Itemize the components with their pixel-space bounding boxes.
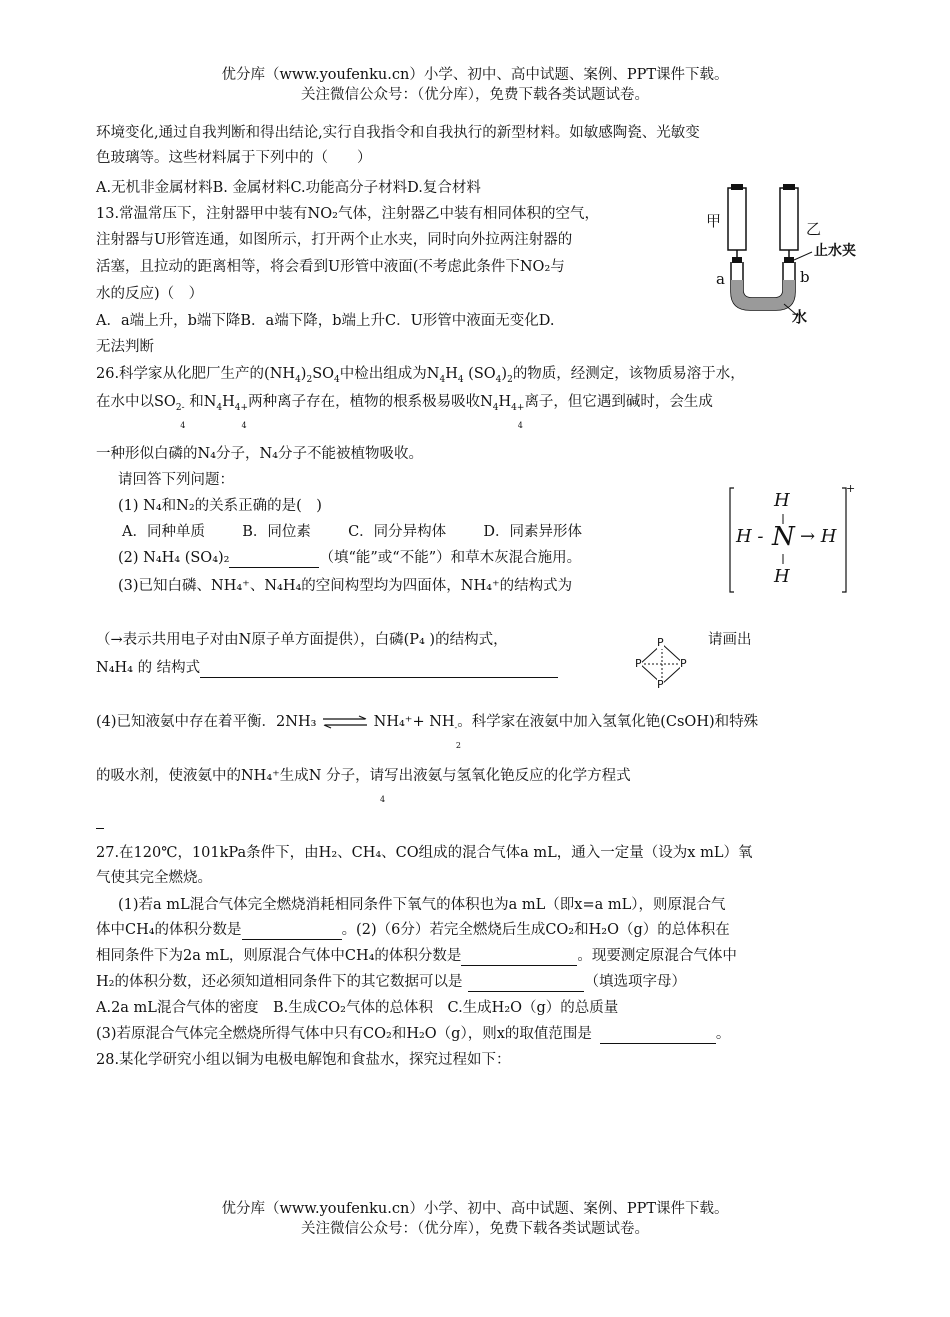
q27-line-8 [96,1024,730,1044]
q27-l4-a: 体中CH₄的体积分数是 [96,922,242,938]
q26-l1-sub: 4 [439,374,446,385]
q26-l2-d: 两种离子存在，植物的根系极易吸收N [248,394,493,410]
q27-l5-b: 。现要测定原混合气体中 [577,948,737,964]
q26-sub3-d: N₄H₄ 的 结构式 [96,660,201,676]
label-b: b [800,268,810,286]
p4-atom-right: P [680,657,687,670]
q13-line-5: A．a端上升，b端下降B．a端下降，b端上升C．U形管中液面无变化D. [96,313,555,329]
clamp-a [732,257,742,263]
answer-blank[interactable] [600,1027,716,1044]
nh4-h-bottom: H [774,566,790,587]
answer-line-short[interactable] [96,828,104,829]
q27-l6-b: （填选项字母） [584,974,686,990]
label-water: 水 [792,308,808,326]
q27-l5-a: 相同条件下为2a mL，则原混合气体中CH₄的体积分数是 [96,948,462,964]
q26-sub3: (3)已知白磷、NH₄⁺、N₄H₄的空间构型均为四面体，NH₄⁺的结构式为 [118,578,573,594]
q13-line-6: 无法判断 [96,339,154,355]
q26-sub4-b: NH₄⁺+ NH [373,714,455,730]
q27-line-4 [96,920,730,940]
clamp-b [784,257,794,263]
answer-blank[interactable] [200,661,558,678]
q27-line-7: A.2a mL混合气体的密度 B.生成CO₂气体的总体积 C.生成H₂O（g）的总质量 [96,1000,619,1016]
nh4-structure [726,484,856,598]
q26-prompt: 请回答下列问题： [118,472,234,488]
q26-l1-h: 的物质，经测定，该物质易溶于水， [512,366,745,382]
syringe-jia [728,188,746,250]
q12-options: A.无机非金属材料B. 金属材料C.功能高分子材料D.复合材料 [96,180,481,196]
q13-line-3: 活塞，且拉动的距离相等，将会看到U形管中液面(不考虑此条件下NO₂与 [96,259,565,275]
q26-l2-b: 和N [189,394,217,410]
equilibrium-arrow-icon [321,715,369,729]
q26-l2-a: 在水中以SO [96,394,176,410]
q26-sub3-draw: 请画出 [708,632,752,648]
q26-sub1: (1) N₄和N₂的关系正确的是( ) [118,498,322,514]
q26-l1-f: (SO [463,366,496,382]
label-jia: 甲 [706,212,722,230]
nh4-n-center: N [772,522,795,552]
q27-l8-a: (3)若原混合气体完全燃烧所得气体中只有CO₂和H₂O（g），则x的取值范围是 [96,1026,592,1042]
q26-sub1-options [122,522,582,542]
q13-line-4: 水的反应)（ ） [96,286,204,302]
label-clamp: 止水夹 [814,243,856,259]
q26-line-3: 一种形似白磷的N₄分子，N₄分子不能被植物吸收。 [96,446,423,462]
q26-l2-f: 离子，但它遇到碱时，会生成 [524,394,713,410]
page-footer-line-2: 关注微信公众号：（优分库），免费下载各类试题试卷。 [301,1221,649,1237]
p4-structure [632,636,692,692]
answer-blank[interactable] [461,949,577,966]
nh4-h-left: H - [736,526,764,547]
q26-l1-g: ) [501,366,508,382]
nh4-charge: + [846,482,856,495]
label-yi: 乙 [806,220,822,238]
q26-sub4 [96,712,759,750]
q26-l2-e: H [498,394,512,410]
q26-sub4-line-2: 的吸水剂，使液氨中的NH₄⁺生成N 分子，请写出液氨与氢氧化铯反应的化学方程式 [96,768,631,784]
u-tube-figure [700,182,870,332]
q26-l2-c: H [222,394,235,410]
q26-l1-sub: 4 [495,374,502,385]
q26-sub3-line-3 [96,658,558,678]
answer-blank[interactable] [229,551,319,568]
q26-l1-a: 26.科学家从化肥厂生产的(NH [96,366,296,382]
q26-sub2-b: （填“能”或“不能”）和草木灰混合施用。 [319,550,582,566]
option-b: B．同位素 [242,524,311,540]
q27-line-2: 气使其完全燃烧。 [96,870,212,886]
q26-l1-sub: 2 [507,374,513,385]
u-tube-inner [743,262,783,298]
n4h4-charge: $_{4+}$ 4 [234,402,249,430]
nh4-h-right: → H [800,526,837,547]
q26-sub2 [118,548,581,568]
q26-sub4-c: 。科学家在液氨中加入氢氧化铯(CsOH)和特殊 [457,714,759,730]
q26-l1-sub: 2 [306,374,313,385]
syringe-jia-plunger [731,184,743,190]
answer-blank[interactable] [242,923,342,940]
q26-l1-sub: 4 [334,374,340,385]
q27-l8-b: 。 [715,1026,731,1042]
answer-blank[interactable] [468,975,584,992]
option-a: A．同种单质 [122,524,205,540]
q26-sub2-a: (2) N₄H₄ (SO₄)₂ [118,550,230,566]
q13-line-1: 13.常温常压下，注射器甲中装有NO₂气体，注射器乙中装有相同体积的空气， [96,206,599,222]
p4-atom-bottom: P [657,678,664,691]
label-a: a [716,270,725,288]
q26-l1-d: 中检出组成为N [339,366,440,382]
nh4-h-top: H [774,490,790,511]
q28-line-1: 28.某化学研究小组以铜为电极电解饱和食盐水，探究过程如下： [96,1052,511,1068]
n4-subscript: 4 [380,795,386,804]
option-d: D．同素异形体 [483,524,583,540]
q12-text-line-2: 色玻璃等。这些材料属于下列中的（ ） [96,150,372,166]
q26-line-2: 在水中以$SO_{2-}$ 4 和$N_4H_{4+}$ 4 两种离子存在，植物的根系极易吸收$N_4H_{4+}$ 4 离子，但它遇到碱时，会生成 [96,394,713,430]
p4-atom-left: P [635,657,642,670]
q27-l4-b: 。(2)（6分）若完全燃烧后生成CO₂和H₂O（g）的总体积在 [341,922,730,938]
q26-sub3-line-2: （→表示共用电子对由N原子单方面提供），白磷(P₄ )的结构式， [96,632,508,648]
q27-line-1: 27.在120℃，101kPa条件下，由H₂、CH₄、CO组成的混合气体a mL，通入一定量（设为x mL）氧 [96,845,753,861]
p4-atom-top: P [657,636,664,649]
q12-text-line-1: 环境变化,通过自我判断和得出结论,实行自我指令和自我执行的新型材料。如敏感陶瓷、光敏变 [96,125,700,141]
q26-l1-b: ) [300,366,307,382]
q27-line-5 [96,946,737,966]
syringe-yi [780,188,798,250]
option-c: C．同分异构体 [348,524,447,540]
so4-subscript: $_{2-}$ 4 [175,402,186,430]
q26-line-1 [96,364,745,390]
q26-l1-e: H [445,366,458,382]
page-header-line-2: 关注微信公众号：（优分库），免费下载各类试题试卷。 [301,87,649,103]
n4h4-charge-2: $_{4+}$ 4 [511,402,525,430]
q26-l1-c: SO [312,366,335,382]
q13-line-2: 注射器与U形管连通，如图所示，打开两个止水夹，同时向外拉两注射器的 [96,232,573,248]
q27-l6-a: H₂的体积分数，还必须知道相同条件下的其它数据可以是 [96,974,463,990]
page-footer-line-1: 优分库（www.youfenku.cn）小学、初中、高中试题、案例、PPT课件下载。 [221,1201,729,1217]
q26-sub4-a: (4)已知液氨中存在着平衡．2NH₃ [96,714,317,730]
q27-line-6 [96,972,686,992]
q26-l1-sub: 4 [295,374,301,385]
nh2-subscript: $_-$ 2 [454,722,461,750]
page-header-line-1: 优分库（www.youfenku.cn）小学、初中、高中试题、案例、PPT课件下载。 [221,67,729,83]
q27-line-3: (1)若a mL混合气体完全燃烧消耗相同条件下氧气的体积也为a mL（即x=a mL），则原混合气 [118,897,726,913]
q26-l1-sub: 4 [457,374,464,385]
syringe-yi-plunger [783,184,795,190]
